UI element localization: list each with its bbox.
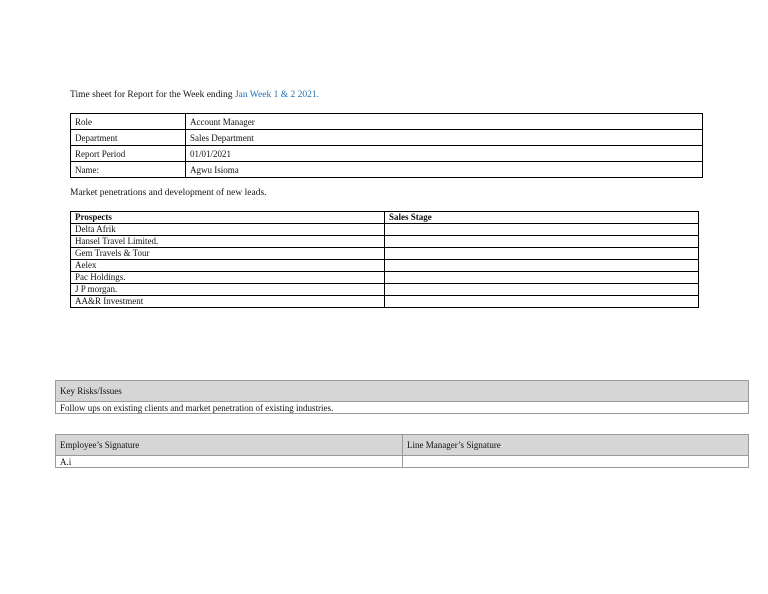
- sales-stage-cell: [385, 296, 699, 308]
- prospect-name: AA&R Investment: [71, 296, 385, 308]
- prospect-name: J P morgan.: [71, 284, 385, 296]
- table-row: [71, 224, 699, 236]
- prospects-table: [70, 211, 699, 308]
- table-header-row: [56, 435, 749, 456]
- intro-text: Time sheet for Report for the Week ending: [70, 90, 235, 100]
- name-label: Name:: [71, 162, 186, 178]
- sales-stage-cell: [385, 284, 699, 296]
- table-row: [71, 114, 703, 130]
- week-ending-highlight: Jan Week 1 & 2 2021.: [234, 90, 319, 100]
- table-header-row: [71, 212, 699, 224]
- table-row: [71, 248, 699, 260]
- sales-stage-cell: [385, 272, 699, 284]
- prospect-name: Gem Travels & Tour: [71, 248, 385, 260]
- department-label: Department: [71, 130, 186, 146]
- employee-signature-value: A.i: [56, 456, 403, 468]
- key-risks-header: Key Risks/Issues: [56, 381, 749, 402]
- role-label: Role: [71, 114, 186, 130]
- name-value: Agwu Isioma: [186, 162, 703, 178]
- prospect-name: Pac Holdings.: [71, 272, 385, 284]
- table-header-row: [56, 381, 749, 402]
- department-value: Sales Department: [186, 130, 703, 146]
- manager-signature-value: [403, 456, 749, 468]
- key-risks-table: [55, 380, 749, 414]
- employee-signature-label: Employee’s Signature: [56, 435, 403, 456]
- table-row: [71, 296, 699, 308]
- table-row: [56, 402, 749, 414]
- section-intro: Market penetrations and development of new leads.: [70, 188, 267, 198]
- table-row: [71, 146, 703, 162]
- sales-stage-cell: [385, 224, 699, 236]
- table-row: [71, 284, 699, 296]
- sales-stage-cell: [385, 248, 699, 260]
- role-value: Account Manager: [186, 114, 703, 130]
- table-row: [71, 162, 703, 178]
- prospect-name: Hansel Travel Limited.: [71, 236, 385, 248]
- table-row: [71, 130, 703, 146]
- signatures-table: [55, 434, 749, 468]
- prospects-header: Prospects: [71, 212, 385, 224]
- table-row: [71, 260, 699, 272]
- sales-stage-header: Sales Stage: [385, 212, 699, 224]
- report-period-label: Report Period: [71, 146, 186, 162]
- manager-signature-label: Line Manager’s Signature: [403, 435, 749, 456]
- table-row: [71, 236, 699, 248]
- table-row: [56, 456, 749, 468]
- prospect-name: Aelex: [71, 260, 385, 272]
- table-row: [71, 272, 699, 284]
- prospect-name: Delta Afrik: [71, 224, 385, 236]
- employee-info-table: [70, 113, 703, 178]
- sales-stage-cell: [385, 236, 699, 248]
- key-risks-text: Follow ups on existing clients and market penetration of existing industries.: [56, 402, 749, 414]
- report-intro: [70, 90, 319, 100]
- report-period-value: 01/01/2021: [186, 146, 703, 162]
- sales-stage-cell: [385, 260, 699, 272]
